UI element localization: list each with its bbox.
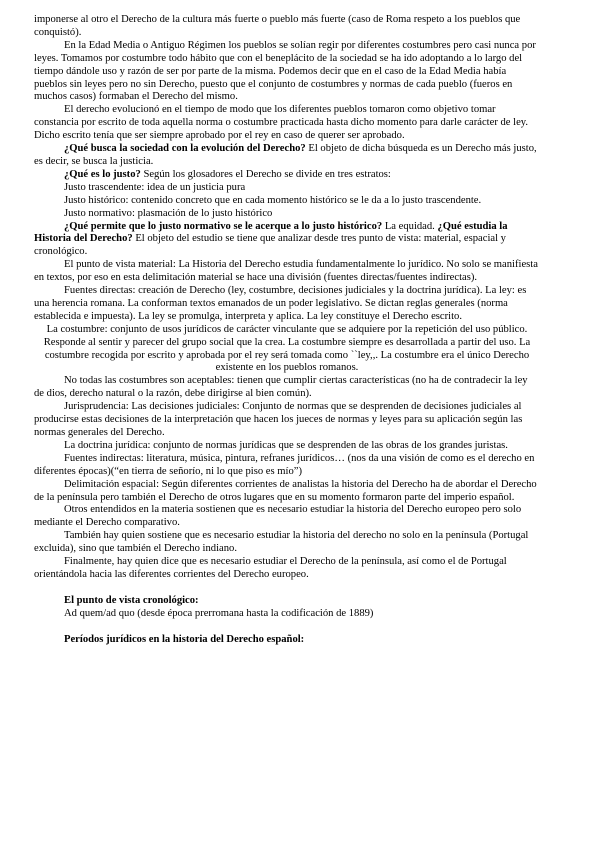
section-heading-cronologico: El punto de vista cronológico: <box>64 594 199 606</box>
spacer <box>34 621 540 634</box>
question-bold: ¿Qué estudia la Historia del Derecho? <box>34 220 508 245</box>
paragraph: Fuentes directas: creación de Derecho (ley, costumbre, decisiones judiciales y la doctrina jurídica). La ley: es una herencia romana. La conforman textos emanados de un poder legislativo. Se dictan reglas generales (norma establecida e impuesta). La ley se promulga, interpreta y aplica. La ley constituye el Derecho escrito. <box>34 285 527 322</box>
question-bold: ¿Qué es lo justo? <box>64 168 141 180</box>
paragraph: Jurisprudencia: Las decisiones judiciales: Conjunto de normas que se desprenden de decisiones judiciales al producirse estas decisiones de la interpretación que hacen los jueces de normas y leyes para su aplicación según las normas generales del Derecho. <box>34 401 523 438</box>
list-item: Justo trascendente: idea de un justicia pura <box>64 181 246 193</box>
answer-text: El objeto del estudio se tiene que analizar desde tres punto de vista: material, espacial y cronológico. <box>34 233 506 258</box>
question-bold: ¿Qué busca la sociedad con la evolución del Derecho? <box>64 143 306 155</box>
paragraph-question-sociedad <box>34 143 540 169</box>
paragraph: También hay quien sostiene que es necesario estudiar la historia del derecho no solo en la península (Portugal excluida), sino que también el Derecho indiano. <box>34 530 529 555</box>
list-item: Justo histórico: contenido concreto que en cada momento histórico se le da a lo justo trascendente. <box>64 194 482 206</box>
list-item: Justo normativo: plasmación de lo justo histórico <box>64 207 273 219</box>
answer-text: El objeto de dicha búsqueda es un Derecho más justo, es decir, se busca la justicia. <box>34 143 537 167</box>
paragraph: Delimitación espacial: Según diferentes corrientes de analistas la historia del Derecho ha de abordar el Derecho de la península pero también el Derecho de otros lugares que en su momento formaron parte del imperio español. <box>34 478 537 503</box>
paragraph-question-justo <box>34 169 540 182</box>
answer-text: Según los glosadores el Derecho se divide en tres estratos: <box>140 168 391 180</box>
paragraph-costumbre: La costumbre: conjunto de usos jurídicos de carácter vinculante que se adquiere por la repetición del uso público. Responde al sentir y parecer del grupo social que la crea. La costumbre siempre es desarrollada a partir del uso. La costumbre recogida por escrito y aprobada por el rey será tomada como ``ley,,. La costumbre era el único Derecho existente en los pueblos romanos. <box>43 323 531 374</box>
paragraph: Finalmente, hay quien dice que es necesario estudiar el Derecho de la península, así como el de Portugal orientándola hacia las diferentes corrientes del Derecho europeo. <box>34 556 507 580</box>
paragraph: No todas las costumbres son aceptables: tienen que cumplir ciertas características (no ha de contradecir la ley de dios, derecho natural o la razón, debe dirigirse al bien común). <box>34 375 528 400</box>
section-heading-periodos: Períodos jurídicos en la historia del Derecho español: <box>64 633 305 645</box>
paragraph: El punto de vista material: La Historia del Derecho estudia fundamentalmente lo jurídico. No solo se manifiesta en textos, por eso en esta delimitación material se hace una división (fuentes directas/fuentes indirectas). <box>34 259 538 284</box>
paragraph: Otros entendidos en la materia sostienen que es necesario estudiar la historia del Derecho europeo pero solo mediante el Derecho comparativo. <box>34 504 522 529</box>
paragraph-question-equidad <box>34 221 540 260</box>
question-bold: ¿Qué permite que lo justo normativo se le acerque a lo justo histórico? <box>64 220 383 232</box>
paragraph: Fuentes indirectas: literatura, música, pintura, refranes jurídicos… (nos da una visión de como es el derecho en diferentes épocas)(“en tierra de señorío, ni lo que piso es mío”) <box>34 452 535 477</box>
answer-text: La equidad. <box>382 220 438 232</box>
paragraph: La doctrina jurídica: conjunto de normas jurídicas que se desprenden de las obras de los grandes juristas. <box>64 439 508 451</box>
paragraph: imponerse al otro el Derecho de la cultura más fuerte o pueblo más fuerte (caso de Roma respeto a los pueblos que conquistó). <box>34 14 521 38</box>
paragraph: El derecho evolucionó en el tiempo de modo que los diferentes pueblos tomaron como objetivo tomar constancia por escrito de toda aquella norma o costumbre practicada hasta dicho momento para darle carácter de ley. Dicho escrito tenía que ser siempre aprobado por el rey en caso de querer ser aprobado. <box>34 104 529 142</box>
section-text-cronologico: Ad quem/ad quo (desde época prerromana hasta la codificación de 1889) <box>64 607 374 619</box>
paragraph: En la Edad Media o Antiguo Régimen los pueblos se solían regir por diferentes costumbres pero casi nunca por leyes. Tomamos por costumbre todo hábito que con el beneplácito de la sociedad se ha ido adoptando a lo largo del tiempo dándole uso y razón de ser por parte de la misma. Podemos decir que en el caso de la Edad Media había pueblos sin leyes pero no sin Derecho, puesto que el conjunto de costumbres y normas de cada pueblo (fueros en muchos casos) formaban el Derecho del mismo. <box>34 39 536 103</box>
spacer <box>34 582 540 595</box>
